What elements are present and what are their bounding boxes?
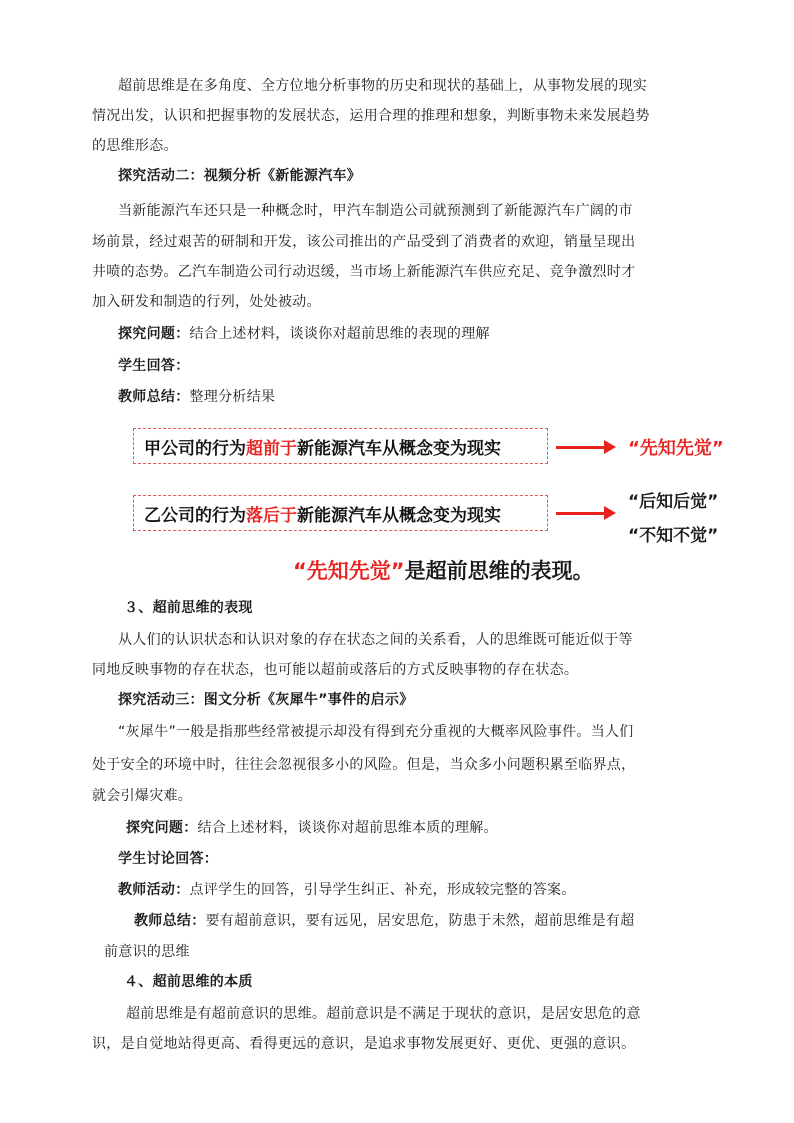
teacher-activity-text: 点评学生的回答，引导学生纠正、补充，形成较完整的答案。 — [189, 882, 576, 898]
question-label: 探究问题： — [118, 326, 190, 342]
box1-suffix: 新能源汽车从概念变为现实 — [297, 438, 501, 459]
question-text: 结合上述材料，谈谈你对超前思维的表现的理解 — [189, 326, 490, 342]
conclusion-text: 是超前思维的表现。 — [404, 559, 594, 583]
question-text: 结合上述材料，谈谈你对超前思维本质的理解。 — [197, 820, 498, 836]
question-label: 探究问题： — [126, 820, 198, 836]
box2-keyword: 落后于 — [246, 505, 297, 526]
activity-title: 探究活动三：图文分析《灰犀牛”事件的启示》 — [118, 692, 414, 708]
summary-label: 教师总结： — [118, 389, 190, 405]
paragraph-line: 同地反映事物的存在状态，也可能以超前或落后的方式反映事物的存在状态。 — [92, 662, 579, 678]
activity-title: 探究活动二：视频分析《新能源汽车》 — [118, 168, 362, 184]
teacher-activity-line — [118, 880, 576, 900]
material-line: 加入研发和制造的行列，处处被动。 — [92, 294, 321, 310]
result-unaware: “不知不觉” — [628, 526, 719, 546]
summary-text: 整理分析结果 — [189, 389, 276, 405]
material-line: 井喷的态势。乙汽车制造公司行动迟缓，当市场上新能源汽车供应充足、竞争激烈时才 — [92, 264, 636, 280]
paragraph-line: 超前思维是在多角度、全方位地分析事物的历史和现状的基础上，从事物发展的现实 — [118, 78, 648, 94]
question-line — [126, 818, 498, 838]
material-line: 就会引爆灾难。 — [92, 788, 193, 804]
box2-prefix: 乙公司的行为 — [144, 505, 246, 526]
section-heading: ４、超前思维的本质 — [124, 974, 253, 990]
paragraph-line: 从人们的认识状态和认识对象的存在状态之间的关系看，人的思维既可能近似于等 — [118, 632, 633, 648]
material-line: 当新能源汽车还只是一种概念时，甲汽车制造公司就预测到了新能源汽车广阔的市 — [118, 203, 633, 219]
box1-keyword: 超前于 — [246, 438, 297, 459]
material-line: 处于安全的环境中时，往往会忽视很多小的风险。但是，当众多小问题积累至临界点， — [92, 757, 636, 773]
result-hindsight: “后知后觉” — [628, 492, 719, 512]
paragraph-line: 超前思维是有超前意识的思维。超前意识是不满足于现状的意识，是居安思危的意 — [126, 1006, 641, 1022]
result-foresight: “先知先觉” — [628, 438, 724, 459]
summary-continuation: 前意识的思维 — [104, 944, 190, 960]
material-line: 场前景，经过艰苦的研制和开发，该公司推出的产品受到了消费者的欢迎，销量呈现出 — [92, 234, 636, 250]
summary-text: 要有超前意识，要有远见，居安思危，防患于未然，超前思维是有超 — [205, 913, 635, 929]
summary-label: 教师总结： — [134, 913, 206, 929]
material-line: “灰犀牛”一般是指那些经常被提示却没有得到充分重视的大概率风险事件。当人们 — [118, 724, 634, 740]
teacher-activity-label: 教师活动： — [118, 882, 190, 898]
box2-suffix: 新能源汽车从概念变为现实 — [297, 505, 501, 526]
company-b-box — [133, 495, 548, 531]
arrow-right-icon — [556, 512, 606, 515]
conclusion-keyword: “先知先觉” — [293, 559, 405, 583]
section-heading: ３、超前思维的表现 — [124, 600, 253, 616]
student-discussion-label: 学生讨论回答： — [118, 851, 219, 867]
teacher-summary-line — [134, 911, 635, 931]
box1-prefix: 甲公司的行为 — [144, 438, 246, 459]
paragraph-line: 的思维形态。 — [92, 138, 178, 154]
company-a-box — [133, 428, 548, 464]
student-answer-label: 学生回答： — [118, 358, 190, 374]
paragraph-line: 识，是自觉地站得更高、看得更远的意识，是追求事物发展更好、更优、更强的意识。 — [92, 1036, 636, 1052]
diagram-conclusion — [293, 555, 594, 585]
paragraph-line: 情况出发，认识和把握事物的发展状态，运用合理的推理和想象，判断事物未来发展趋势 — [92, 108, 650, 124]
arrow-right-icon — [556, 446, 606, 449]
